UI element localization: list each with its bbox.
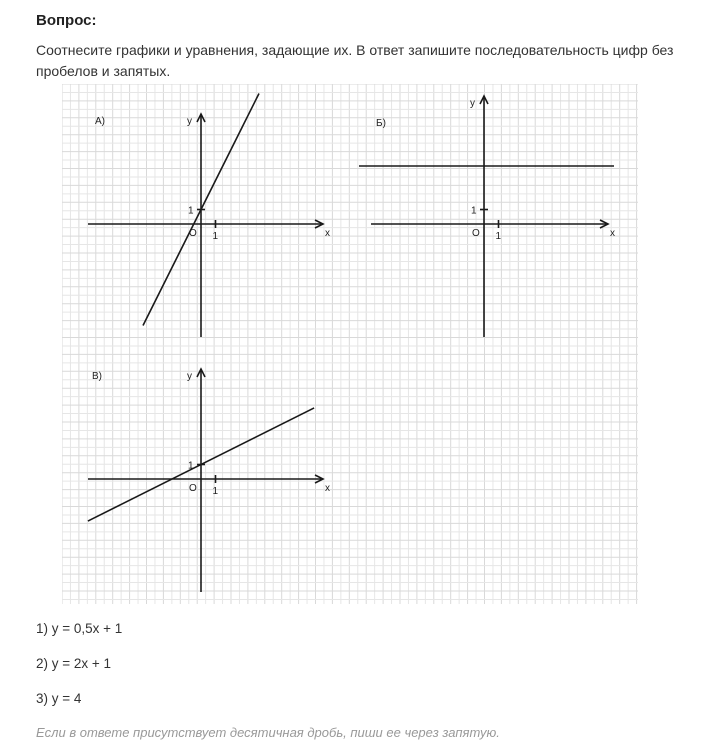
- origin-label: O: [189, 228, 197, 239]
- origin-label: O: [472, 228, 480, 239]
- graph-label: В): [92, 371, 102, 382]
- y-unit-label: 1: [471, 205, 477, 217]
- y-axis-label: y: [187, 371, 192, 382]
- x-axis-label: x: [325, 483, 330, 494]
- graph-b: [359, 96, 615, 337]
- graphs-figure: [62, 84, 638, 609]
- x-unit-label: 1: [212, 231, 219, 242]
- graph-a: [88, 94, 330, 338]
- grid-paper: [62, 84, 638, 604]
- graph-c: [88, 369, 330, 592]
- graphs-svg: [62, 84, 638, 604]
- y-axis-label: y: [187, 116, 192, 127]
- origin-label: O: [189, 483, 197, 494]
- answer-option-3: 3) y = 4: [36, 691, 82, 706]
- instruction-note: Если в ответе присутствует десятичная дробь, пиши ее через запятую.: [36, 725, 500, 740]
- answer-option-1: 1) y = 0,5x + 1: [36, 621, 123, 636]
- question-text: Соотнесите графики и уравнения, задающие их. В ответ запишите последовательность цифр без пробелов и запятых.: [36, 42, 674, 79]
- y-unit-label: 1: [188, 460, 194, 472]
- y-axis-label: y: [470, 98, 475, 109]
- answer-option-2: 2) y = 2x + 1: [36, 656, 112, 671]
- x-unit-label: 1: [495, 231, 502, 242]
- graph-label: Б): [376, 118, 386, 129]
- x-unit-label: 1: [212, 486, 219, 497]
- graph-label: А): [95, 116, 105, 127]
- question-heading: Вопрос:: [36, 12, 97, 29]
- x-axis-label: x: [325, 228, 330, 239]
- y-unit-label: 1: [188, 205, 194, 217]
- x-axis-label: x: [610, 228, 615, 239]
